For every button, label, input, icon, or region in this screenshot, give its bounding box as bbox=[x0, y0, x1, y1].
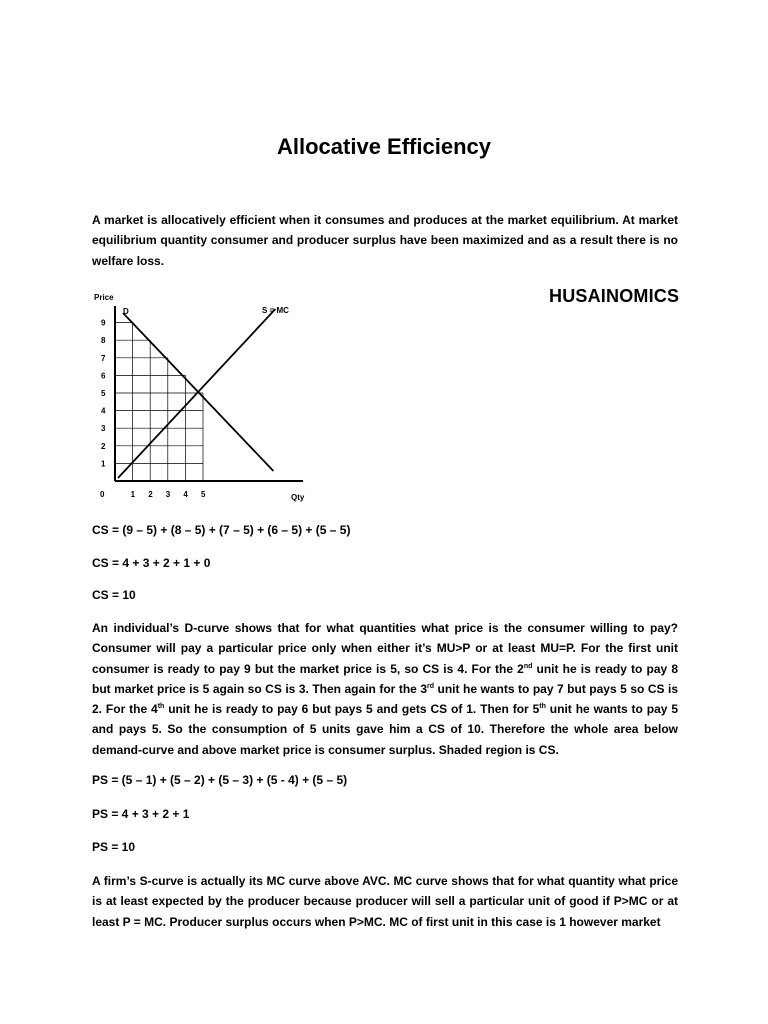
demand-label: D bbox=[123, 307, 129, 316]
y-tick-label: 8 bbox=[101, 336, 106, 346]
cs-explanation: An individual’s D-curve shows that for what quantities what price is the consumer willing to pay? Consumer will pay a particular price only when either it’s MU>P or at least MU=P. For the first unit consumer is ready to pay 9 but the market price is 5, so CS is 4. For the 2nd unit he is ready to pay 8 but market price is 5 again so CS is 3. Then again for the 3rd unit he wants to pay 7 but pays 5 so CS is 2. For the 4th unit he is ready to pay 6 but pays 5 and gets CS of 1. Then for 5th unit he wants to pay 5 and pays 5. So the consumption of 5 units gave him a CS of 10. Therefore the whole area below demand-curve and above market price is consumer surplus. Shaded region is CS. bbox=[92, 621, 678, 757]
y-tick-label: 7 bbox=[101, 353, 106, 363]
page-title: Allocative Efficiency bbox=[277, 134, 491, 159]
x-tick-label: 2 bbox=[148, 490, 153, 499]
x-tick-label: 3 bbox=[165, 490, 171, 499]
y-tick-label: 4 bbox=[101, 406, 106, 416]
x-tick-label: 5 bbox=[201, 490, 206, 499]
y-axis-label: Price bbox=[94, 293, 114, 302]
cs-equation-3: CS = 10 bbox=[92, 588, 136, 602]
x-tick-label: 4 bbox=[183, 490, 188, 499]
x-axis-label: Qty bbox=[291, 493, 305, 502]
y-tick-label: 9 bbox=[101, 318, 106, 328]
supply-label: S = MC bbox=[262, 306, 289, 315]
ps-equation-2: PS = 4 + 3 + 2 + 1 bbox=[92, 807, 190, 821]
ps-equation-3: PS = 10 bbox=[92, 840, 136, 854]
cs-equation-1: CS = (9 – 5) + (8 – 5) + (7 – 5) + (6 – 5) + (5 – 5) bbox=[92, 523, 351, 537]
supply-curve bbox=[118, 309, 275, 478]
intro-paragraph: A market is allocatively efficient when it consumes and produces at the market equilibrium. At market equilibrium quantity consumer and producer surplus have been maximized and as a result there is no welfare loss. bbox=[92, 213, 678, 268]
origin-label: 0 bbox=[100, 490, 105, 499]
ps-explanation: A firm’s S-curve is actually its MC curve above AVC. MC curve shows that for what quantity what price is at least expected by the producer because producer will sell a particular unit of good if P>MC or at least P = MC. Producer surplus occurs when P>MC. MC of first unit in this case is 1 however market bbox=[92, 874, 678, 929]
brand-watermark: HUSAINOMICS bbox=[549, 286, 680, 306]
y-tick-label: 5 bbox=[101, 389, 106, 398]
y-tick-label: 1 bbox=[101, 459, 106, 469]
supply-demand-chart bbox=[88, 288, 328, 506]
y-tick-label: 3 bbox=[101, 424, 106, 434]
ps-equation-1: PS = (5 – 1) + (5 – 2) + (5 – 3) + (5 - 4) + (5 – 5) bbox=[92, 773, 348, 787]
x-tick-labels bbox=[131, 490, 206, 499]
y-tick-label: 2 bbox=[101, 441, 106, 451]
cs-equation-2: CS = 4 + 3 + 2 + 1 + 0 bbox=[92, 556, 211, 570]
x-tick-label: 1 bbox=[130, 490, 136, 499]
y-tick-labels bbox=[101, 319, 106, 469]
y-tick-label: 6 bbox=[101, 371, 106, 381]
